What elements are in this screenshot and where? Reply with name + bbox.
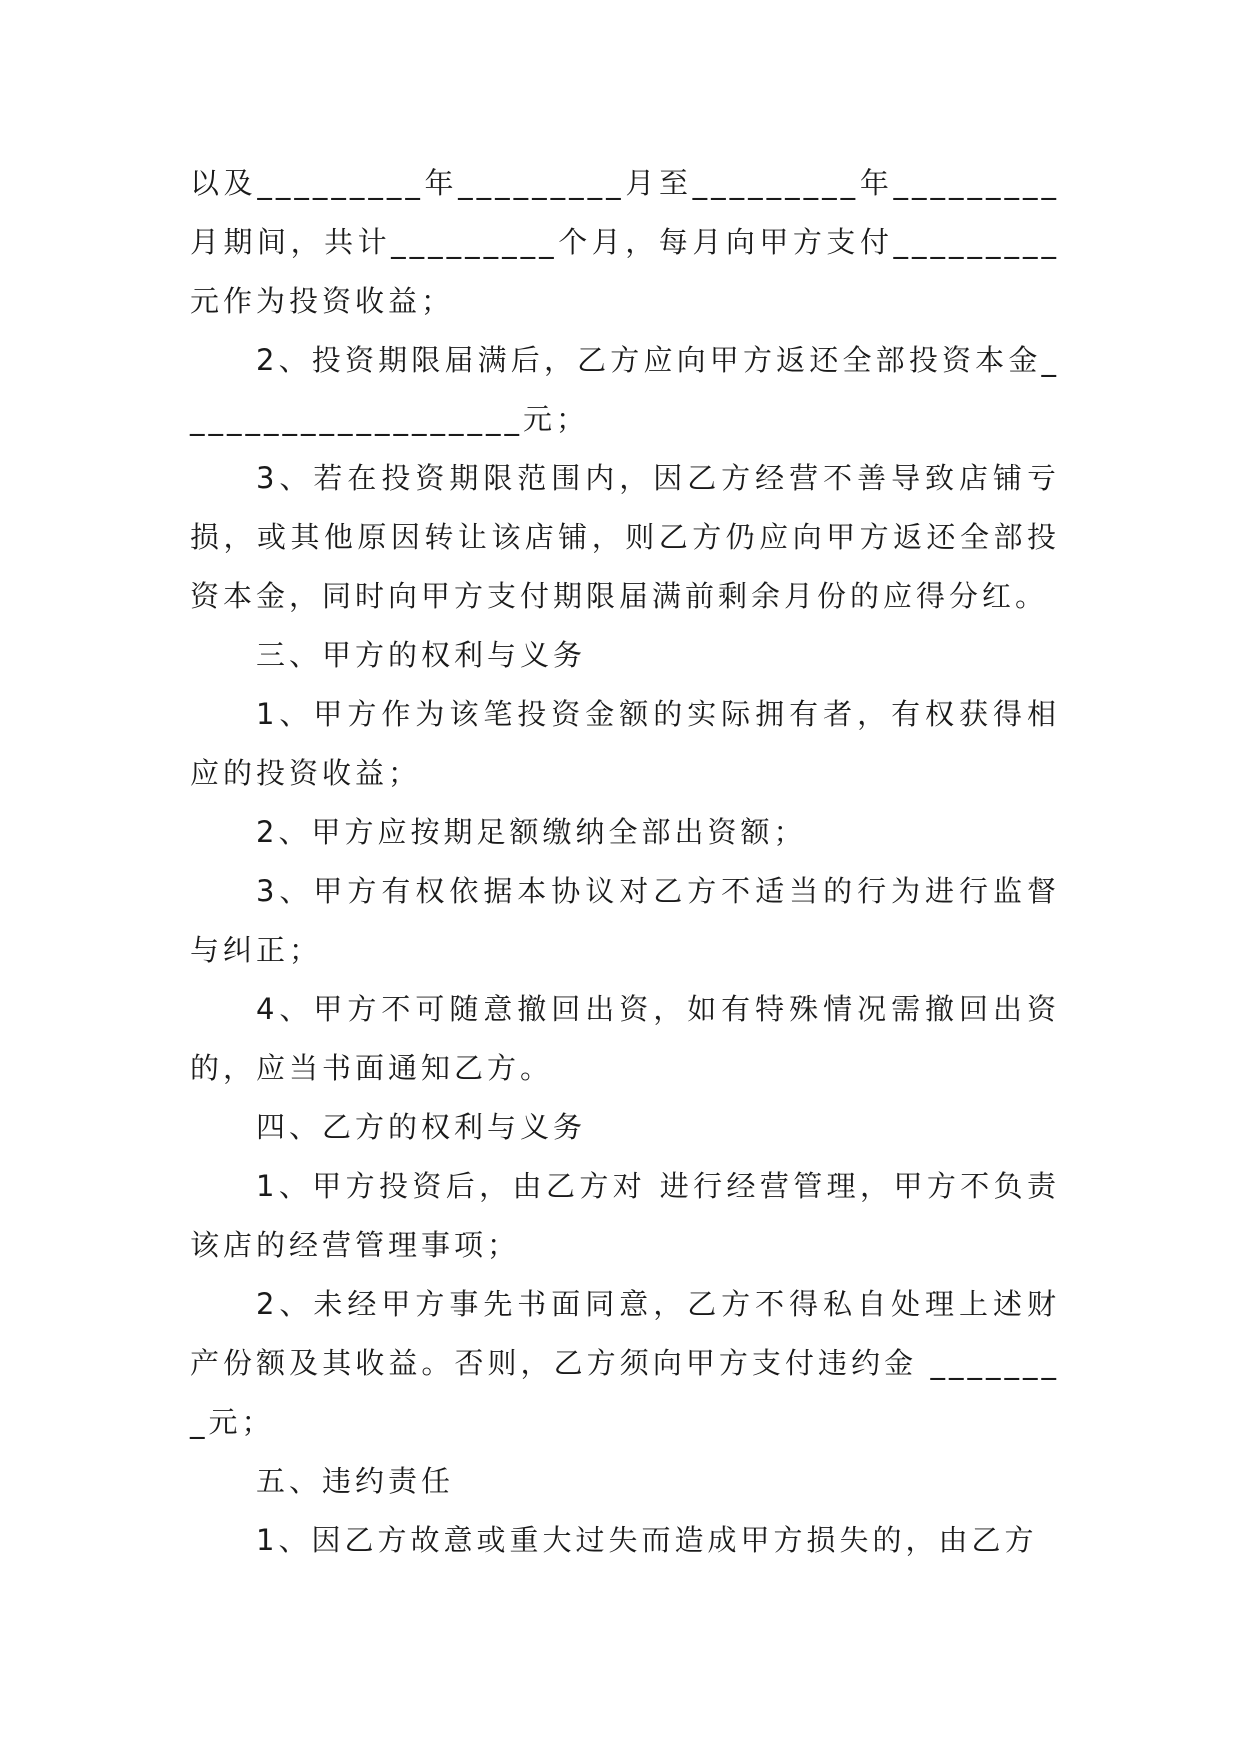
paragraph-party-a-duty-4: 4、甲方不可随意撤回出资，如有特殊情况需撤回出资的，应当书面通知乙方。 — [190, 992, 1060, 1085]
paragraph-party-a-duty-2: 2、甲方应按期足额缴纳全部出资额； — [256, 815, 807, 849]
paragraph-party-b-management: 1、甲方投资后，由乙方对 进行经营管理，甲方不负责该店的经营管理事项； — [190, 1169, 1060, 1262]
paragraph-principal-return: 2、投资期限届满后，乙方应向甲方返还全部投资本金___________________元； — [190, 343, 1060, 436]
paragraph-party-b-restriction: 2、未经甲方事先书面同意，乙方不得私自处理上述财产份额及其收益。否则，乙方须向甲方支付违约金 ________元； — [190, 1287, 1060, 1439]
section-heading-party-a: 三、甲方的权利与义务 — [256, 638, 587, 672]
paragraph-party-a-right-1: 1、甲方作为该笔投资金额的实际拥有者，有权获得相应的投资收益； — [190, 697, 1060, 790]
section-heading-liability: 五、违约责任 — [256, 1464, 455, 1498]
paragraph-liability-1: 1、因乙方故意或重大过失而造成甲方损失的，由乙方 — [256, 1523, 1038, 1557]
paragraph-party-a-right-3: 3、甲方有权依据本协议对乙方不适当的行为进行监督与纠正； — [190, 874, 1060, 967]
paragraph-early-termination: 3、若在投资期限范围内，因乙方经营不善导致店铺亏损，或其他原因转让该店铺，则乙方仍应向甲方返还全部投资本金，同时向甲方支付期限届满前剩余月份的应得分红。 — [190, 461, 1060, 613]
document-body — [190, 154, 1060, 1570]
section-heading-party-b: 四、乙方的权利与义务 — [256, 1110, 587, 1144]
paragraph-income-period: 以及_________年_________月至_________年_________月期间，共计_________个月，每月向甲方支付_________元作为投资收益； — [190, 166, 1060, 318]
